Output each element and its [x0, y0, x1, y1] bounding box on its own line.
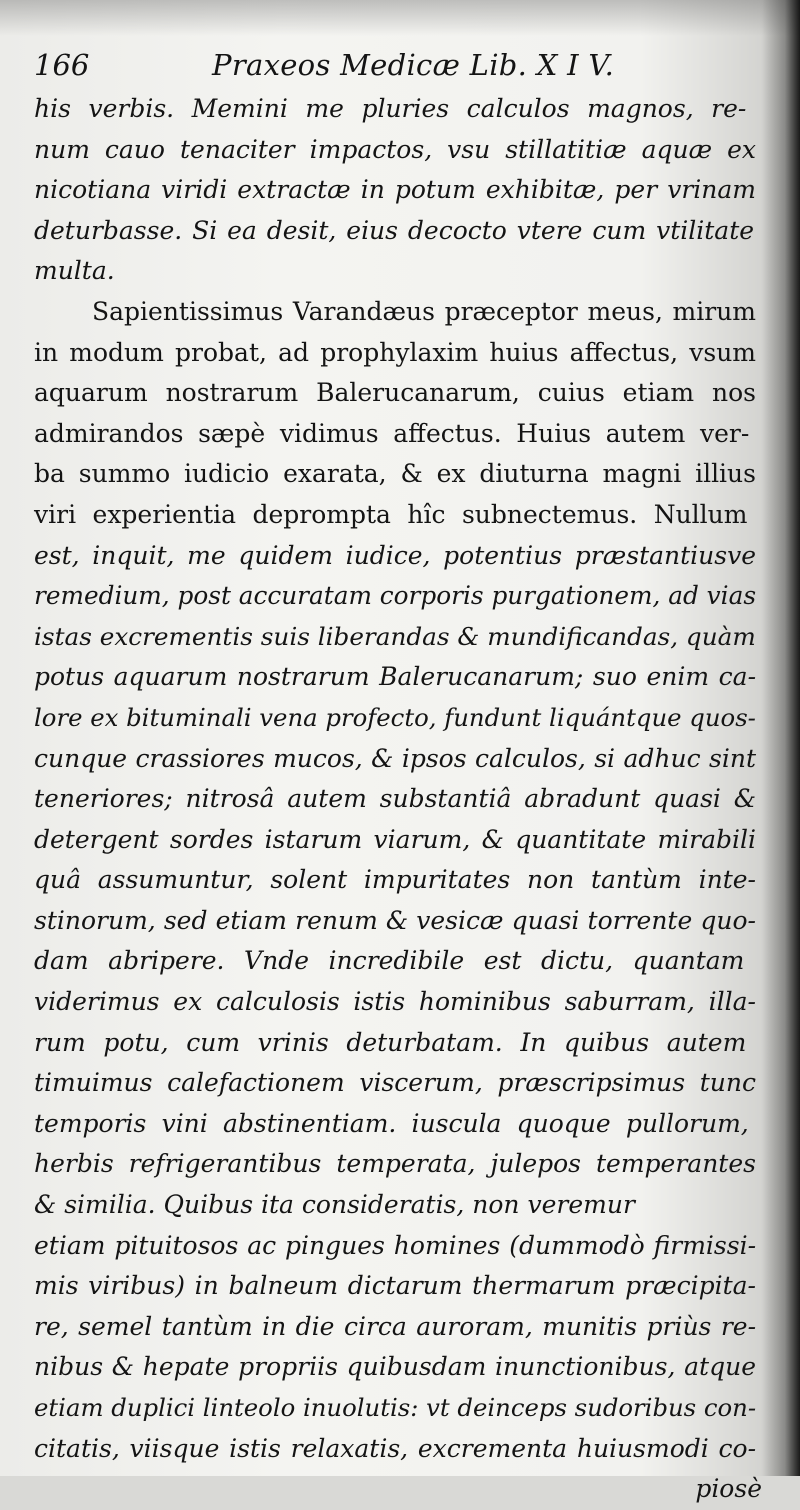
text-line: re, semel tantùm in die circa auroram, munitis priùs re- — [34, 1311, 757, 1341]
running-header — [34, 46, 764, 86]
text-line: nicotiana viridi extractæ in potum exhibitæ, per vrinam — [34, 175, 756, 205]
text-line: istas excrementis suis liberandas & mundificandas, quàm — [34, 621, 756, 651]
body-text — [34, 89, 766, 1510]
text-line: cunque crassiores mucos, & ipsos calculos, si adhuc sint — [34, 743, 756, 773]
text-line: detergent sordes istarum viarum, & quantitate mirabili — [34, 824, 757, 854]
text-line: his verbis. Memini me pluries calculos magnos, re- — [34, 94, 747, 123]
text-line: lore ex bituminali vena profecto, fundunt liquántque quos- — [34, 702, 756, 732]
text-line: quâ assumuntur, solent impuritates non tantùm inte- — [34, 865, 756, 895]
text-line: nibus & hepate propriis quibusdam inunctionibus, atque — [34, 1352, 757, 1382]
text-line: ba summo iudicio exarata, & ex diuturna magni illius — [34, 459, 756, 489]
text-line: Sapientissimus Varandæus præceptor meus, mirum — [92, 296, 756, 326]
text-line: est, inquit, me quidem iudice, potentius præstantiusve — [34, 540, 757, 570]
text-line: temporis vini abstinentiam. iuscula quoque pullorum, — [34, 1108, 749, 1138]
text-line: timuimus calefactionem viscerum, præscripsimus tunc — [34, 1068, 757, 1098]
text-line: remedium, post accuratam corporis purgationem, ad vias — [34, 581, 757, 611]
page-edge-shadow — [0, 0, 800, 36]
text-line: viri experientia deprompta hîc subnectemus. Nullum — [34, 499, 748, 529]
text-line: mis viribus) in balneum dictarum thermarum præcipita- — [34, 1271, 756, 1301]
page-number: 166 — [34, 48, 90, 82]
text-line: teneriores; nitrosâ autem substantiâ abradunt quasi & — [34, 784, 756, 814]
text-line: herbis refrigerantibus temperata, julepos temperantes — [34, 1149, 756, 1179]
catchword: piosè — [695, 1474, 762, 1504]
text-line: in modum probat, ad prophylaxim huius affectus, vsum — [34, 337, 756, 367]
text-line: admirandos sæpè vidimus affectus. Huius autem ver- — [34, 418, 750, 448]
text-line: viderimus ex calculosis istis hominibus saburram, illa- — [34, 987, 756, 1017]
running-title: Praxeos Medicæ Lib. X I V. — [212, 48, 615, 82]
text-line: dam abripere. Vnde incredibile est dictu, quantam — [34, 946, 745, 976]
text-line: & similia. Quibus ita consideratis, non veremur — [34, 1190, 635, 1220]
spine-shadow — [762, 0, 800, 1476]
text-line: citatis, viisque istis relaxatis, excrementa huiusmodi co- — [34, 1433, 757, 1463]
text-line: rum potu, cum vrinis deturbatam. In quibus autem — [34, 1027, 747, 1057]
text-line: aquarum nostrarum Balerucanarum, cuius etiam nos — [34, 378, 756, 408]
text-line: stinorum, sed etiam renum & vesicæ quasi torrente quo- — [34, 905, 756, 935]
text-line: deturbasse. Si ea desit, eius decocto vtere cum vtilitate — [34, 215, 755, 245]
text-line: etiam pituitosos ac pingues homines (dummodò firmissi- — [34, 1230, 757, 1260]
text-line: multa. — [34, 256, 115, 286]
text-line: potus aquarum nostrarum Balerucanarum; suo enim ca- — [34, 662, 757, 692]
text-line: etiam duplici linteolo inuolutis: vt deinceps sudoribus con- — [34, 1393, 757, 1422]
text-line: num cauo tenaciter impactos, vsu stillatitiæ aquæ ex — [34, 134, 757, 164]
